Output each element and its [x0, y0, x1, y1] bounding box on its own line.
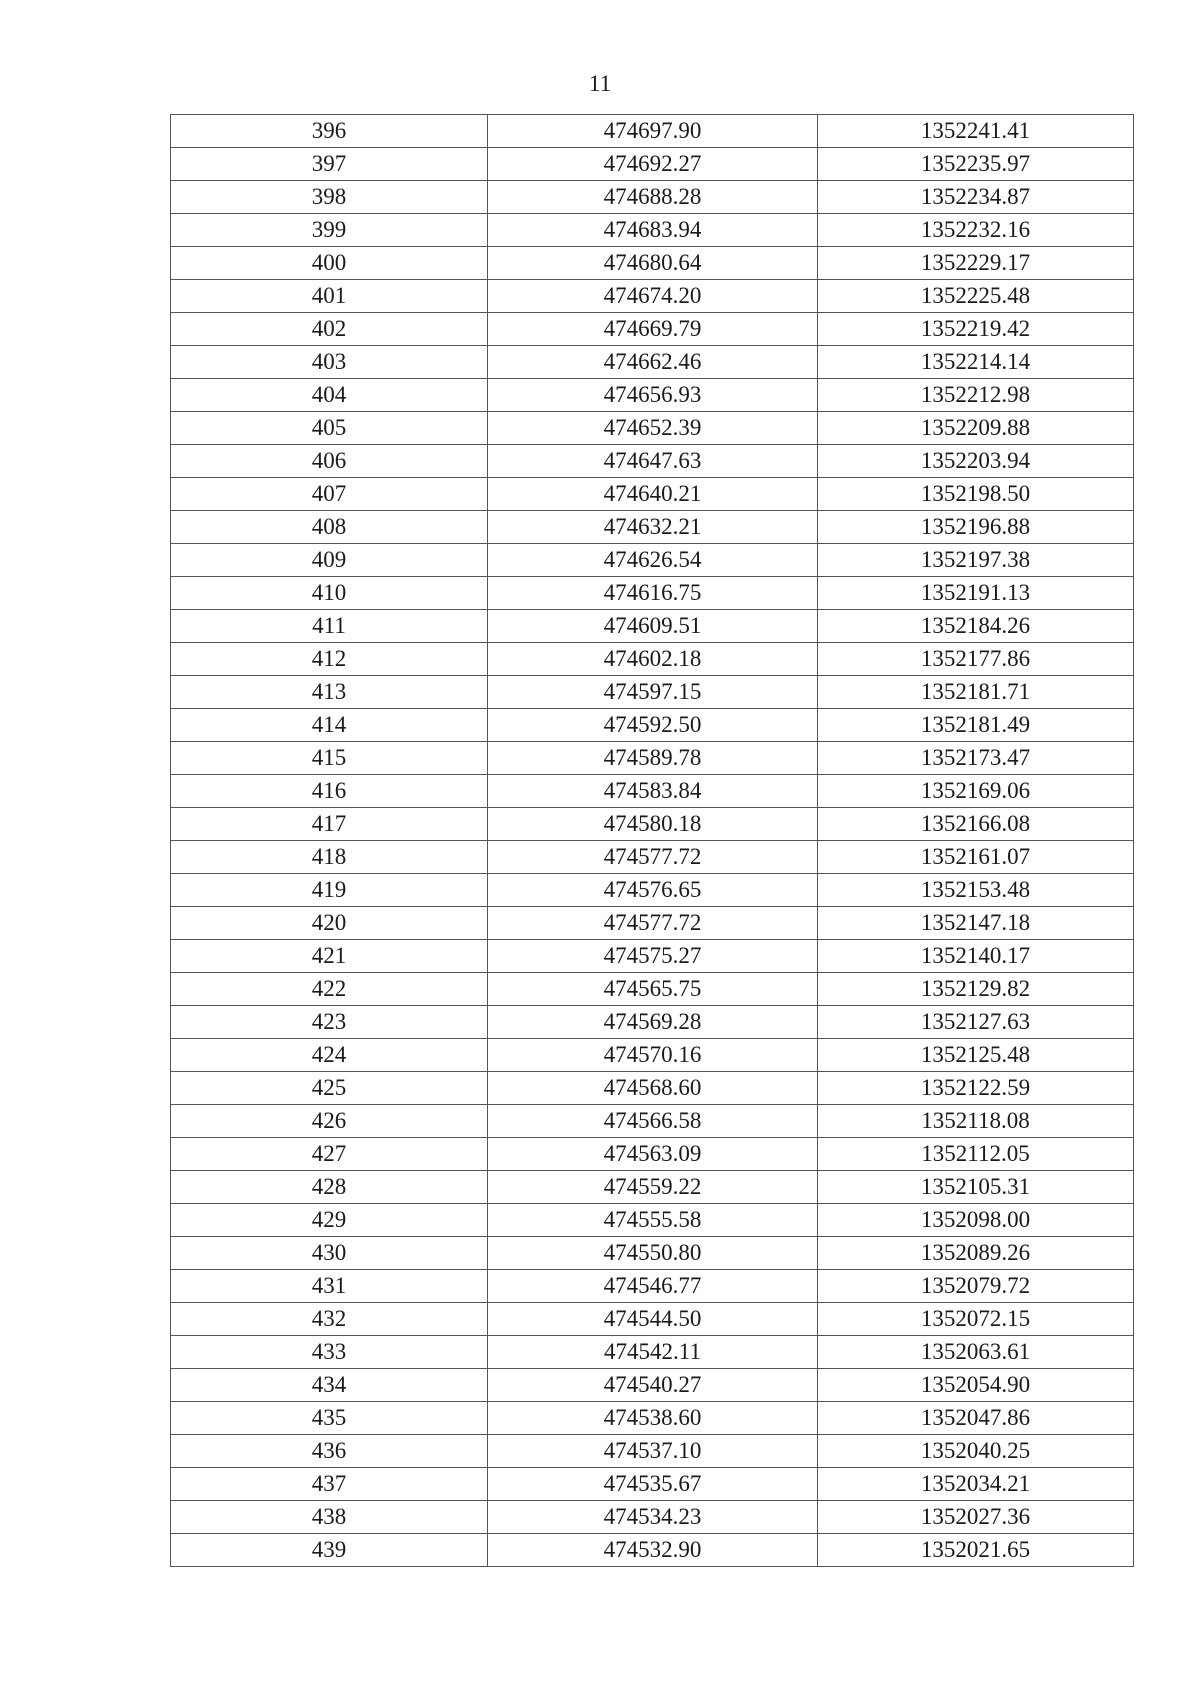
table-row	[171, 1435, 1134, 1468]
x-coordinate-cell: 474589.78	[488, 742, 818, 775]
point-number-cell: 419	[171, 874, 488, 907]
point-number-cell: 405	[171, 412, 488, 445]
x-coordinate-cell: 474538.60	[488, 1402, 818, 1435]
y-coordinate-cell: 1352161.07	[818, 841, 1134, 874]
point-number-cell: 418	[171, 841, 488, 874]
table-row	[171, 940, 1134, 973]
y-coordinate-cell: 1352234.87	[818, 181, 1134, 214]
coordinate-table	[170, 114, 1134, 1567]
x-coordinate-cell: 474577.72	[488, 907, 818, 940]
x-coordinate-cell: 474563.09	[488, 1138, 818, 1171]
y-coordinate-cell: 1352184.26	[818, 610, 1134, 643]
y-coordinate-cell: 1352229.17	[818, 247, 1134, 280]
point-number-cell: 420	[171, 907, 488, 940]
y-coordinate-cell: 1352212.98	[818, 379, 1134, 412]
y-coordinate-cell: 1352129.82	[818, 973, 1134, 1006]
y-coordinate-cell: 1352196.88	[818, 511, 1134, 544]
x-coordinate-cell: 474555.58	[488, 1204, 818, 1237]
table-row	[171, 643, 1134, 676]
y-coordinate-cell: 1352125.48	[818, 1039, 1134, 1072]
point-number-cell: 428	[171, 1171, 488, 1204]
point-number-cell: 414	[171, 709, 488, 742]
table-row	[171, 313, 1134, 346]
y-coordinate-cell: 1352034.21	[818, 1468, 1134, 1501]
point-number-cell: 421	[171, 940, 488, 973]
x-coordinate-cell: 474597.15	[488, 676, 818, 709]
x-coordinate-cell: 474570.16	[488, 1039, 818, 1072]
x-coordinate-cell: 474537.10	[488, 1435, 818, 1468]
y-coordinate-cell: 1352177.86	[818, 643, 1134, 676]
point-number-cell: 426	[171, 1105, 488, 1138]
y-coordinate-cell: 1352063.61	[818, 1336, 1134, 1369]
table-row	[171, 1402, 1134, 1435]
table-row	[171, 544, 1134, 577]
table-row	[171, 247, 1134, 280]
y-coordinate-cell: 1352181.71	[818, 676, 1134, 709]
x-coordinate-cell: 474566.58	[488, 1105, 818, 1138]
x-coordinate-cell: 474692.27	[488, 148, 818, 181]
point-number-cell: 404	[171, 379, 488, 412]
point-number-cell: 403	[171, 346, 488, 379]
x-coordinate-cell: 474583.84	[488, 775, 818, 808]
table-row	[171, 1468, 1134, 1501]
x-coordinate-cell: 474632.21	[488, 511, 818, 544]
y-coordinate-cell: 1352166.08	[818, 808, 1134, 841]
x-coordinate-cell: 474697.90	[488, 115, 818, 148]
point-number-cell: 397	[171, 148, 488, 181]
point-number-cell: 423	[171, 1006, 488, 1039]
table-row	[171, 907, 1134, 940]
x-coordinate-cell: 474546.77	[488, 1270, 818, 1303]
y-coordinate-cell: 1352203.94	[818, 445, 1134, 478]
point-number-cell: 408	[171, 511, 488, 544]
point-number-cell: 396	[171, 115, 488, 148]
table-row	[171, 1138, 1134, 1171]
x-coordinate-cell: 474568.60	[488, 1072, 818, 1105]
x-coordinate-cell: 474577.72	[488, 841, 818, 874]
x-coordinate-cell: 474652.39	[488, 412, 818, 445]
y-coordinate-cell: 1352098.00	[818, 1204, 1134, 1237]
table-row	[171, 1534, 1134, 1567]
table-row	[171, 280, 1134, 313]
table-row	[171, 412, 1134, 445]
point-number-cell: 406	[171, 445, 488, 478]
table-row	[171, 181, 1134, 214]
point-number-cell: 416	[171, 775, 488, 808]
table-row	[171, 478, 1134, 511]
point-number-cell: 438	[171, 1501, 488, 1534]
point-number-cell: 417	[171, 808, 488, 841]
point-number-cell: 422	[171, 973, 488, 1006]
y-coordinate-cell: 1352112.05	[818, 1138, 1134, 1171]
y-coordinate-cell: 1352079.72	[818, 1270, 1134, 1303]
point-number-cell: 431	[171, 1270, 488, 1303]
table-row	[171, 1303, 1134, 1336]
point-number-cell: 410	[171, 577, 488, 610]
point-number-cell: 436	[171, 1435, 488, 1468]
x-coordinate-cell: 474616.75	[488, 577, 818, 610]
table-row	[171, 1204, 1134, 1237]
y-coordinate-cell: 1352241.41	[818, 115, 1134, 148]
point-number-cell: 398	[171, 181, 488, 214]
x-coordinate-cell: 474647.63	[488, 445, 818, 478]
table-row	[171, 1270, 1134, 1303]
table-row	[171, 709, 1134, 742]
point-number-cell: 429	[171, 1204, 488, 1237]
table-row	[171, 1006, 1134, 1039]
y-coordinate-cell: 1352089.26	[818, 1237, 1134, 1270]
point-number-cell: 412	[171, 643, 488, 676]
x-coordinate-cell: 474575.27	[488, 940, 818, 973]
table-row	[171, 379, 1134, 412]
point-number-cell: 401	[171, 280, 488, 313]
y-coordinate-cell: 1352122.59	[818, 1072, 1134, 1105]
point-number-cell: 439	[171, 1534, 488, 1567]
table-row	[171, 1039, 1134, 1072]
x-coordinate-cell: 474559.22	[488, 1171, 818, 1204]
point-number-cell: 407	[171, 478, 488, 511]
point-number-cell: 400	[171, 247, 488, 280]
x-coordinate-cell: 474580.18	[488, 808, 818, 841]
point-number-cell: 427	[171, 1138, 488, 1171]
x-coordinate-cell: 474592.50	[488, 709, 818, 742]
x-coordinate-cell: 474569.28	[488, 1006, 818, 1039]
x-coordinate-cell: 474609.51	[488, 610, 818, 643]
y-coordinate-cell: 1352191.13	[818, 577, 1134, 610]
point-number-cell: 435	[171, 1402, 488, 1435]
y-coordinate-cell: 1352197.38	[818, 544, 1134, 577]
x-coordinate-cell: 474662.46	[488, 346, 818, 379]
y-coordinate-cell: 1352198.50	[818, 478, 1134, 511]
point-number-cell: 415	[171, 742, 488, 775]
table-row	[171, 808, 1134, 841]
y-coordinate-cell: 1352040.25	[818, 1435, 1134, 1468]
table-row	[171, 346, 1134, 379]
y-coordinate-cell: 1352153.48	[818, 874, 1134, 907]
y-coordinate-cell: 1352118.08	[818, 1105, 1134, 1138]
y-coordinate-cell: 1352173.47	[818, 742, 1134, 775]
page-number: 11	[588, 71, 612, 96]
x-coordinate-cell: 474565.75	[488, 973, 818, 1006]
x-coordinate-cell: 474532.90	[488, 1534, 818, 1567]
x-coordinate-cell: 474534.23	[488, 1501, 818, 1534]
y-coordinate-cell: 1352027.36	[818, 1501, 1134, 1534]
y-coordinate-cell: 1352047.86	[818, 1402, 1134, 1435]
x-coordinate-cell: 474680.64	[488, 247, 818, 280]
table-row	[171, 214, 1134, 247]
table-row	[171, 1105, 1134, 1138]
point-number-cell: 437	[171, 1468, 488, 1501]
x-coordinate-cell: 474602.18	[488, 643, 818, 676]
point-number-cell: 413	[171, 676, 488, 709]
point-number-cell: 409	[171, 544, 488, 577]
table-row	[171, 148, 1134, 181]
x-coordinate-cell: 474656.93	[488, 379, 818, 412]
x-coordinate-cell: 474626.54	[488, 544, 818, 577]
table-row	[171, 775, 1134, 808]
table-row	[171, 610, 1134, 643]
x-coordinate-cell: 474683.94	[488, 214, 818, 247]
table-row	[171, 742, 1134, 775]
y-coordinate-cell: 1352021.65	[818, 1534, 1134, 1567]
table-row	[171, 115, 1134, 148]
point-number-cell: 402	[171, 313, 488, 346]
point-number-cell: 430	[171, 1237, 488, 1270]
y-coordinate-cell: 1352140.17	[818, 940, 1134, 973]
y-coordinate-cell: 1352147.18	[818, 907, 1134, 940]
y-coordinate-cell: 1352072.15	[818, 1303, 1134, 1336]
y-coordinate-cell: 1352235.97	[818, 148, 1134, 181]
x-coordinate-cell: 474544.50	[488, 1303, 818, 1336]
point-number-cell: 411	[171, 610, 488, 643]
table-row	[171, 445, 1134, 478]
table-row	[171, 577, 1134, 610]
table-row	[171, 1237, 1134, 1270]
table-row	[171, 1336, 1134, 1369]
x-coordinate-cell: 474669.79	[488, 313, 818, 346]
x-coordinate-cell: 474535.67	[488, 1468, 818, 1501]
point-number-cell: 434	[171, 1369, 488, 1402]
point-number-cell: 425	[171, 1072, 488, 1105]
x-coordinate-cell: 474576.65	[488, 874, 818, 907]
y-coordinate-cell: 1352169.06	[818, 775, 1134, 808]
y-coordinate-cell: 1352105.31	[818, 1171, 1134, 1204]
point-number-cell: 432	[171, 1303, 488, 1336]
point-number-cell: 424	[171, 1039, 488, 1072]
y-coordinate-cell: 1352209.88	[818, 412, 1134, 445]
coordinate-table-body	[171, 115, 1134, 1567]
x-coordinate-cell: 474640.21	[488, 478, 818, 511]
point-number-cell: 433	[171, 1336, 488, 1369]
x-coordinate-cell: 474540.27	[488, 1369, 818, 1402]
point-number-cell: 399	[171, 214, 488, 247]
y-coordinate-cell: 1352214.14	[818, 346, 1134, 379]
table-row	[171, 1501, 1134, 1534]
x-coordinate-cell: 474550.80	[488, 1237, 818, 1270]
x-coordinate-cell: 474542.11	[488, 1336, 818, 1369]
table-row	[171, 1171, 1134, 1204]
table-row	[171, 676, 1134, 709]
table-row	[171, 1369, 1134, 1402]
y-coordinate-cell: 1352219.42	[818, 313, 1134, 346]
table-row	[171, 511, 1134, 544]
y-coordinate-cell: 1352225.48	[818, 280, 1134, 313]
y-coordinate-cell: 1352054.90	[818, 1369, 1134, 1402]
y-coordinate-cell: 1352181.49	[818, 709, 1134, 742]
table-row	[171, 973, 1134, 1006]
x-coordinate-cell: 474688.28	[488, 181, 818, 214]
x-coordinate-cell: 474674.20	[488, 280, 818, 313]
y-coordinate-cell: 1352232.16	[818, 214, 1134, 247]
table-row	[171, 1072, 1134, 1105]
y-coordinate-cell: 1352127.63	[818, 1006, 1134, 1039]
table-row	[171, 841, 1134, 874]
table-row	[171, 874, 1134, 907]
